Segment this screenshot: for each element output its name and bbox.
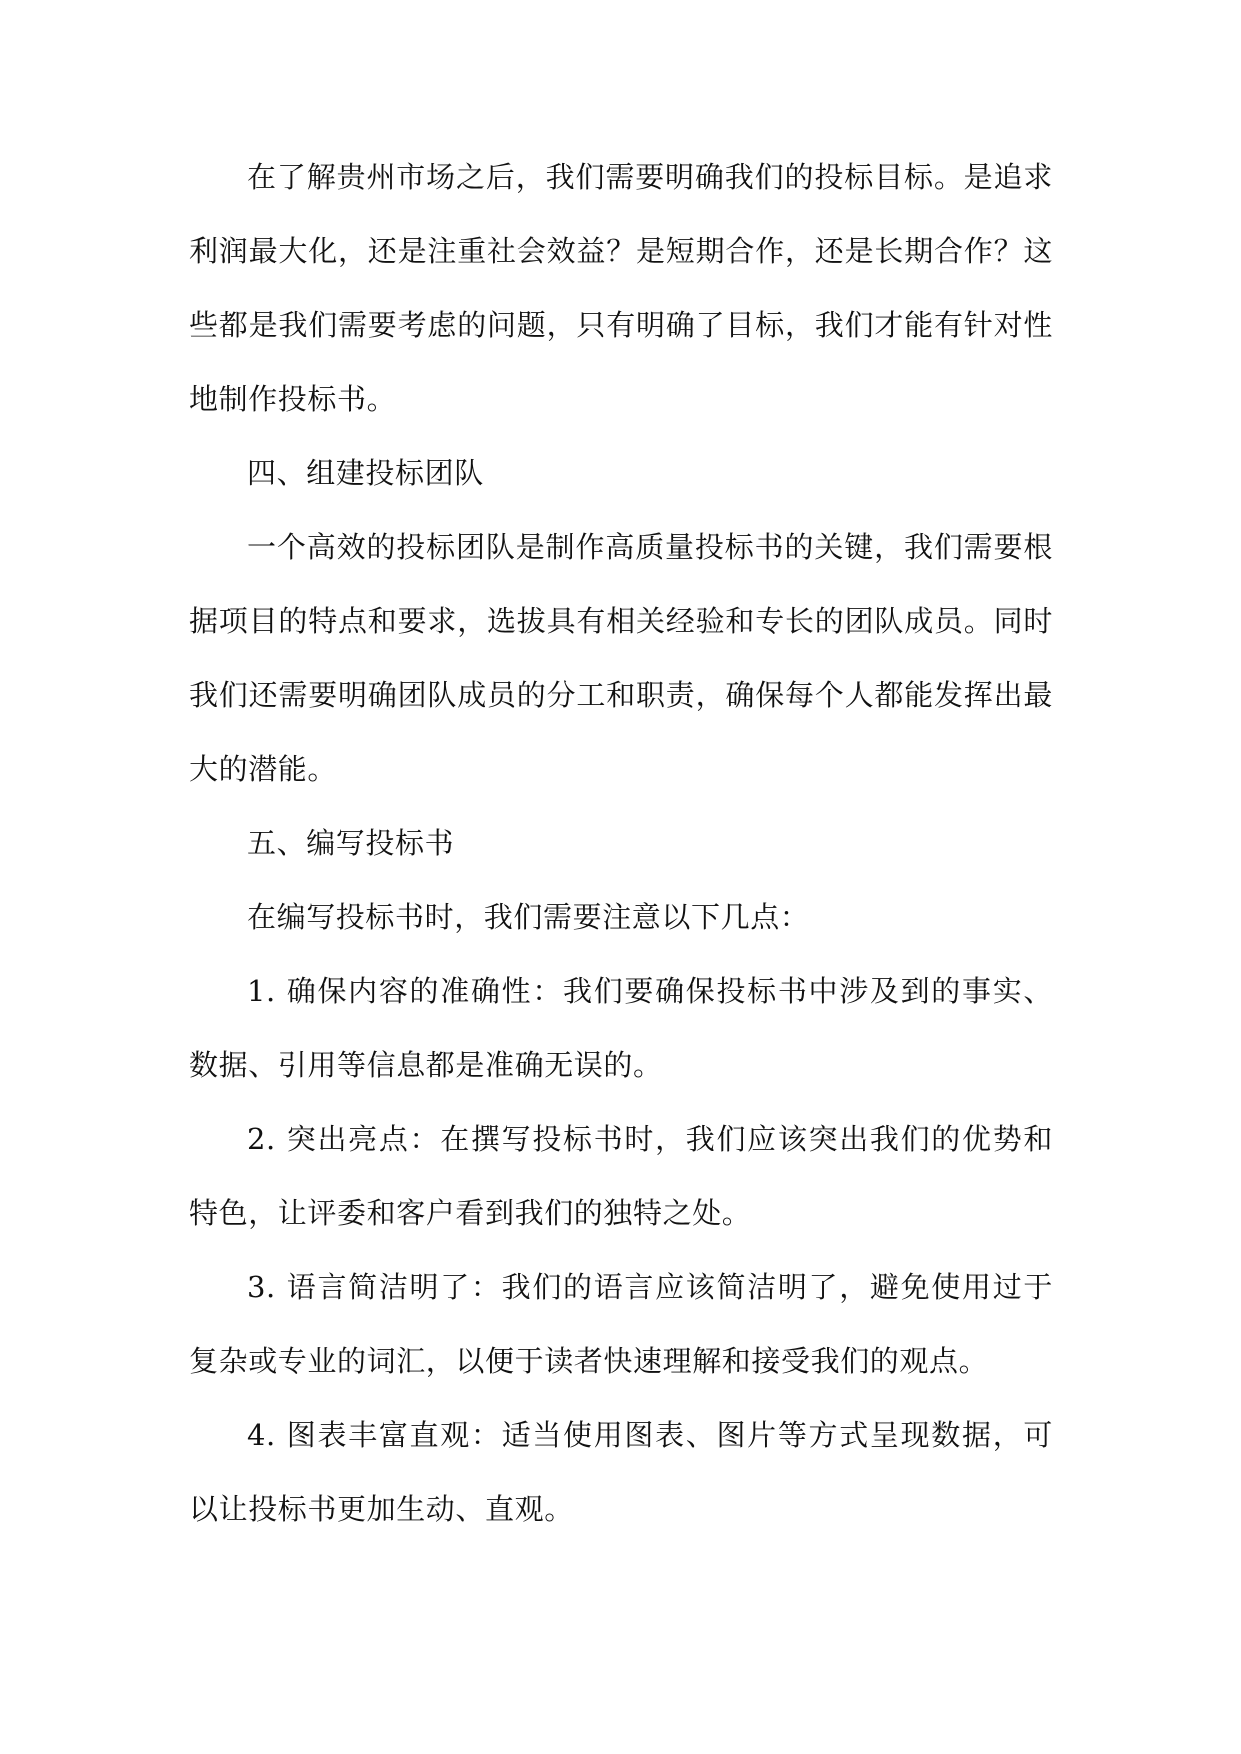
paragraph-bidding-goal: 在了解贵州市场之后，我们需要明确我们的投标目标。是追求利润最大化，还是注重社会效益？是短期合作，还是长期合作？这些都是我们需要考虑的问题，只有明确了目标，我们才能有针对性地制作投标书。 — [189, 160, 1053, 416]
paragraph-notes-intro: 在编写投标书时，我们需要注意以下几点： — [247, 900, 810, 934]
list-item-concise-language: 3. 语言简洁明了：我们的语言应该简洁明了，避免使用过于复杂或专业的词汇，以便于读者快速理解和接受我们的观点。 — [189, 1270, 1053, 1378]
section-heading-write-bid: 五、编写投标书 — [247, 826, 455, 860]
list-item-highlights: 2. 突出亮点：在撰写投标书时，我们应该突出我们的优势和特色，让评委和客户看到我们的独特之处。 — [189, 1122, 1053, 1230]
section-heading-build-team: 四、组建投标团队 — [247, 456, 484, 490]
document-body — [189, 140, 1053, 1546]
list-item-charts: 4. 图表丰富直观：适当使用图表、图片等方式呈现数据，可以让投标书更加生动、直观。 — [189, 1418, 1053, 1526]
paragraph-team: 一个高效的投标团队是制作高质量投标书的关键，我们需要根据项目的特点和要求，选拔具有相关经验和专长的团队成员。同时我们还需要明确团队成员的分工和职责，确保每个人都能发挥出最大的潜能。 — [189, 530, 1053, 786]
list-item-accuracy: 1. 确保内容的准确性：我们要确保投标书中涉及到的事实、数据、引用等信息都是准确无误的。 — [189, 974, 1053, 1082]
